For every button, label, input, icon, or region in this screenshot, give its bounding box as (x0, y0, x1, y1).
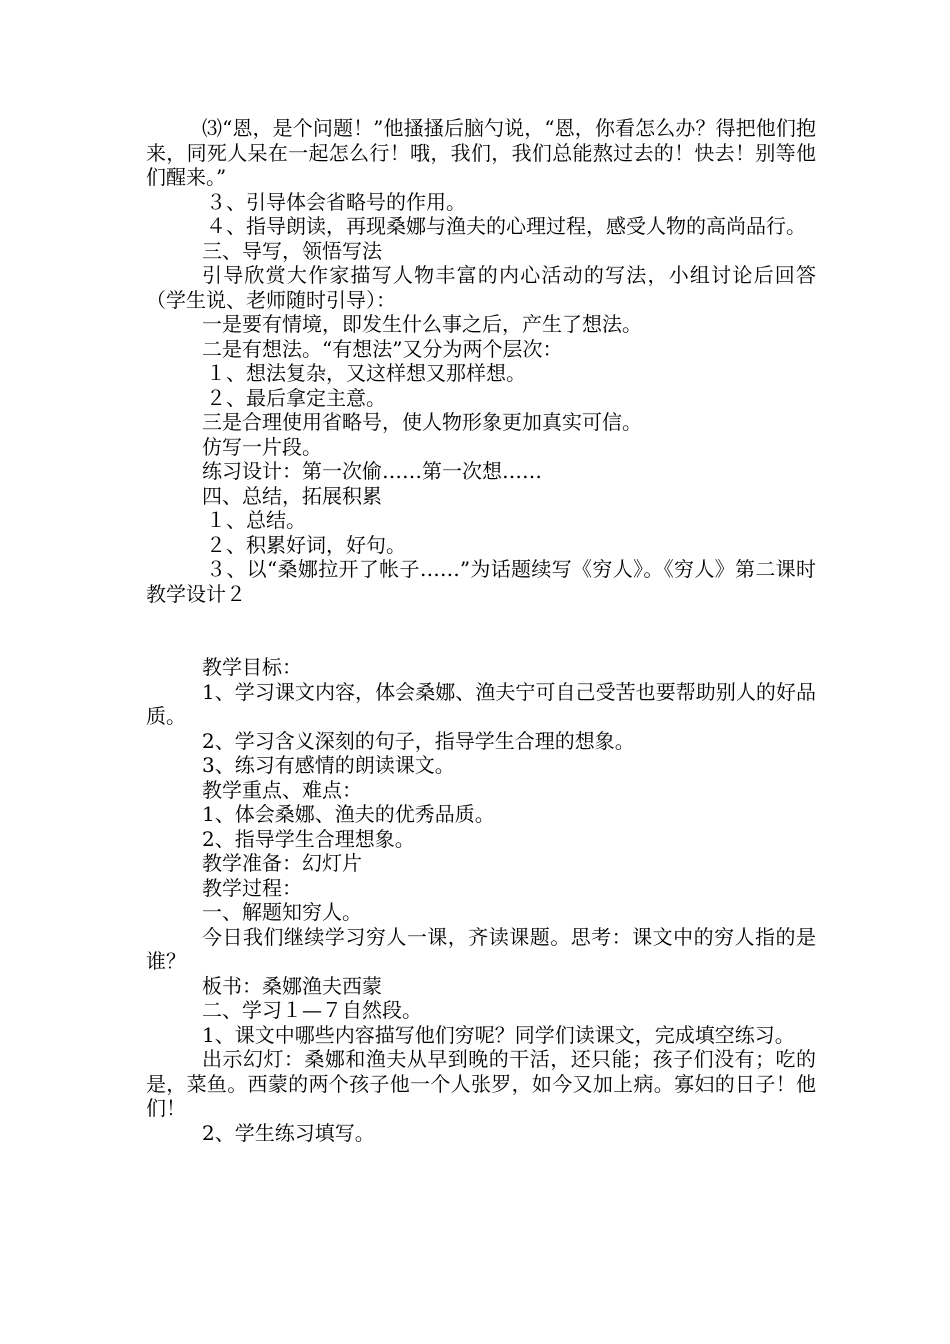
paragraph: ３、引导体会省略号的作用。 (206, 189, 466, 214)
list-item: ２、积累好词，好句。 (206, 532, 406, 557)
paragraph: 出示幻灯：桑娜和渔夫从早到晚的干活，还只能；孩子们没有；吃的是，菜鱼。西蒙的两个孩子他一个人张罗，如今又加上病。寡妇的日子！他们！ (146, 1047, 816, 1120)
section-heading: 二、学习１—７自然段。 (202, 998, 422, 1022)
section-spacer (146, 606, 816, 655)
section-heading: 教学过程： (202, 875, 302, 900)
section-heading: 四、总结，拓展积累 (202, 483, 382, 508)
paragraph: ４、指导朗读，再现桑娜与渔夫的心理过程，感受人物的高尚品行。 (206, 214, 806, 238)
section-heading: 三、导写，领悟写法 (202, 238, 382, 263)
list-item: １、想法复杂，又这样想又那样想。 (206, 361, 526, 385)
list-item: 3、练习有感情的朗读课文。 (202, 753, 455, 777)
paragraph: 三是合理使用省略号，使人物形象更加真实可信。 (202, 410, 642, 434)
paragraph: 板书：桑娜渔夫西蒙 (202, 973, 382, 998)
paragraph: 仿写一片段。 (202, 434, 322, 459)
list-item: 1、课文中哪些内容描写他们穷呢？同学们读课文，完成填空练习。 (202, 1022, 795, 1047)
document-page (146, 116, 816, 1145)
section-heading: 教学重点、难点： (202, 777, 362, 802)
section-lesson-one-end (146, 116, 816, 606)
paragraph: ⑶“恩，是个问题！”他搔搔后脑勺说，“恩，你看怎么办？得把他们抱来，同死人呆在一起怎么行！哦，我们，我们总能熬过去的！快去！别等他们醒来。” (146, 116, 816, 189)
paragraph: 引导欣赏大作家描写人物丰富的内心活动的写法，小组讨论后回答（学生说、老师随时引导）： (146, 263, 816, 312)
list-item: 1、学习课文内容，体会桑娜、渔夫宁可自己受苦也要帮助别人的好品质。 (146, 679, 816, 728)
paragraph: 一是要有情境，即发生什么事之后，产生了想法。 (202, 312, 642, 336)
paragraph: 教学准备：幻灯片 (202, 851, 362, 875)
paragraph: 练习设计：第一次偷……第一次想…… (202, 459, 542, 483)
list-item: 2、指导学生合理想象。 (202, 826, 415, 851)
paragraph: ３、以“桑娜拉开了帐子……”为话题续写《穷人》。《穷人》第二课时教学设计２ (146, 557, 816, 606)
section-heading: 教学目标： (202, 655, 302, 679)
list-item: ２、最后拿定主意。 (206, 385, 386, 410)
list-item: 2、学生练习填写。 (202, 1120, 375, 1145)
section-heading: 一、解题知穷人。 (202, 900, 362, 924)
paragraph: 二是有想法。“有想法”又分为两个层次： (202, 336, 563, 361)
list-item: １、总结。 (206, 508, 306, 532)
section-lesson-two (146, 655, 816, 1145)
list-item: 2、学习含义深刻的句子，指导学生合理的想象。 (202, 728, 635, 753)
list-item: 1、体会桑娜、渔夫的优秀品质。 (202, 802, 495, 826)
paragraph: 今日我们继续学习穷人一课，齐读课题。思考：课文中的穷人指的是谁？ (146, 924, 816, 973)
